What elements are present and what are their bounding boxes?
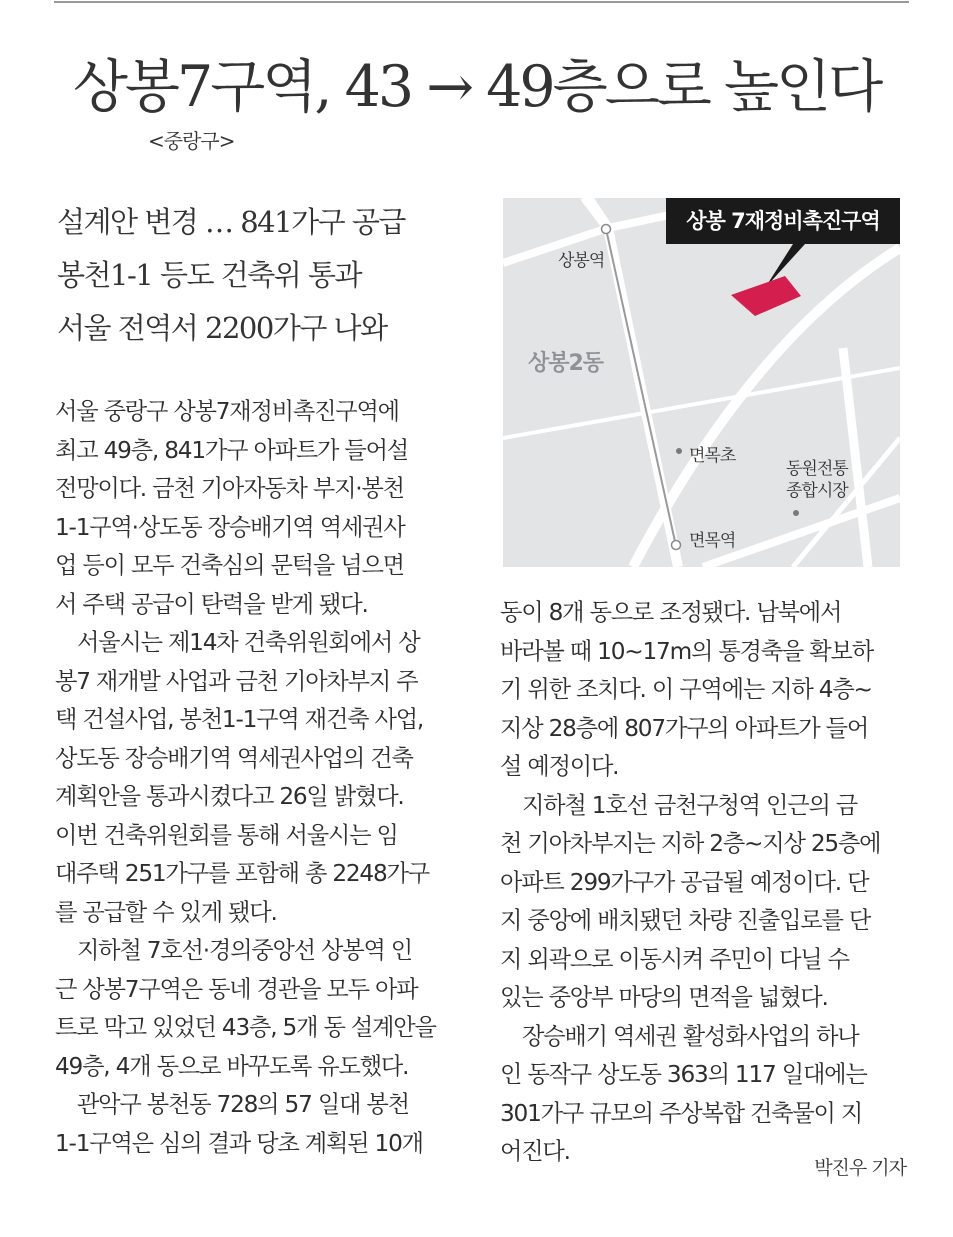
- body-right-line: 인 동작구 상도동 363의 117 일대에는: [500, 1061, 867, 1088]
- station-marker-bottom: [672, 541, 681, 550]
- body-right-line: 지 외곽으로 이동시켜 주민이 다닐 수: [500, 945, 849, 973]
- body-left-line: 택 건설사업, 봉천1-1구역 재건축 사업,: [55, 706, 424, 733]
- body-column-right: [500, 594, 880, 1172]
- body-right-line: 지상 28층에 807가구의 아파트가 들어: [500, 714, 869, 742]
- subheadline-2: 봉천1-1 등도 건축위 통과: [57, 258, 361, 292]
- body-left-line: 1-1구역은 심의 결과 당초 계획된 10개: [55, 1129, 423, 1157]
- body-right-line: 바라볼 때 10~17m의 통경축을 확보하: [500, 637, 873, 665]
- body-right-line: 천 기아차부지는 지하 2층~지상 25층에: [500, 830, 881, 857]
- body-right-line: 지하철 1호선 금천구청역 인근의 금: [500, 791, 858, 819]
- headline: 상봉7구역, 43 → 49층으로 높인다: [72, 54, 881, 120]
- body-left-line: 이번 건축위원회를 통해 서울시는 임: [55, 821, 398, 849]
- body-right-line: 지 중앙에 배치됐던 차량 진출입로를 단: [500, 907, 871, 934]
- body-left-line: 관악구 봉천동 728의 57 일대 봉천: [55, 1091, 409, 1118]
- body-left-line: 를 공급할 수 있게 됐다.: [55, 898, 277, 926]
- market-dot: [793, 510, 799, 516]
- region-label: <중랑구>: [148, 129, 235, 153]
- map-label-school: 면목초: [689, 446, 736, 466]
- body-left-line: 근 상봉7구역은 동네 경관을 모두 아파: [55, 975, 418, 1003]
- body-column-left: [55, 393, 436, 1163]
- map-district-label: 상봉2동: [528, 351, 604, 376]
- body-right-line: 301가구 규모의 주상복합 건축물이 지: [500, 1099, 863, 1127]
- body-right-line: 장승배기 역세권 활성화사업의 하나: [500, 1022, 859, 1050]
- zone-callout: 상봉 7재정비촉진구역: [666, 198, 900, 244]
- body-left-line: 1-1구역·상도동 장승배기역 역세권사: [55, 513, 405, 541]
- byline: 박진우 기자: [814, 1157, 906, 1179]
- body-right-line: 어진다.: [500, 1138, 570, 1165]
- body-right-line: 설 예정이다.: [500, 753, 619, 780]
- top-rule: [54, 1, 909, 3]
- subheadline-1: 설계안 변경 … 841가구 공급: [57, 205, 405, 239]
- body-left-line: 지하철 7호선·경의중앙선 상봉역 인: [55, 937, 413, 964]
- body-left-line: 서울시는 제14차 건축위원회에서 상: [55, 629, 420, 656]
- body-left-line: 상도동 장승배기역 역세권사업의 건축: [55, 744, 413, 772]
- body-left-line: 서 주택 공급이 탄력을 받게 됐다.: [55, 590, 368, 618]
- map-label-myeonmok-station: 면목역: [689, 531, 736, 551]
- map-label-sangbong-station: 상봉역: [558, 251, 605, 271]
- body-left-line: 전망이다. 금천 기아자동차 부지·봉천: [55, 475, 404, 502]
- body-right-line: 있는 중앙부 마당의 면적을 넓혔다.: [500, 984, 828, 1011]
- body-left-line: 트로 막고 있었던 43층, 5개 동 설계안을: [55, 1014, 436, 1041]
- body-left-line: 계획안을 통과시켰다고 26일 밝혔다.: [55, 783, 404, 810]
- body-left-line: 최고 49층, 841가구 아파트가 들어설: [55, 436, 409, 464]
- station-marker-top: [602, 225, 611, 234]
- location-map: [503, 198, 900, 567]
- body-left-line: 대주택 251가구를 포함해 총 2248가구: [55, 860, 429, 887]
- map-label-market: 동원전통 종합시장: [786, 459, 848, 501]
- body-left-line: 봉7 재개발 사업과 금천 기아차부지 주: [55, 667, 418, 695]
- body-right-line: 기 위한 조치다. 이 구역에는 지하 4층~: [500, 676, 872, 703]
- body-left-line: 서울 중랑구 상봉7재정비촉진구역에: [55, 398, 399, 425]
- body-right-line: 동이 8개 동으로 조정됐다. 남북에서: [500, 599, 842, 626]
- body-left-line: 49층, 4개 동으로 바꾸도록 유도했다.: [55, 1052, 409, 1080]
- body-left-line: 업 등이 모두 건축심의 문턱을 넘으면: [55, 552, 404, 579]
- body-right-line: 아파트 299가구가 공급될 예정이다. 단: [500, 868, 869, 896]
- subheadline-3: 서울 전역서 2200가구 나와: [57, 311, 387, 345]
- school-dot: [676, 448, 682, 454]
- subheadlines: [57, 196, 477, 355]
